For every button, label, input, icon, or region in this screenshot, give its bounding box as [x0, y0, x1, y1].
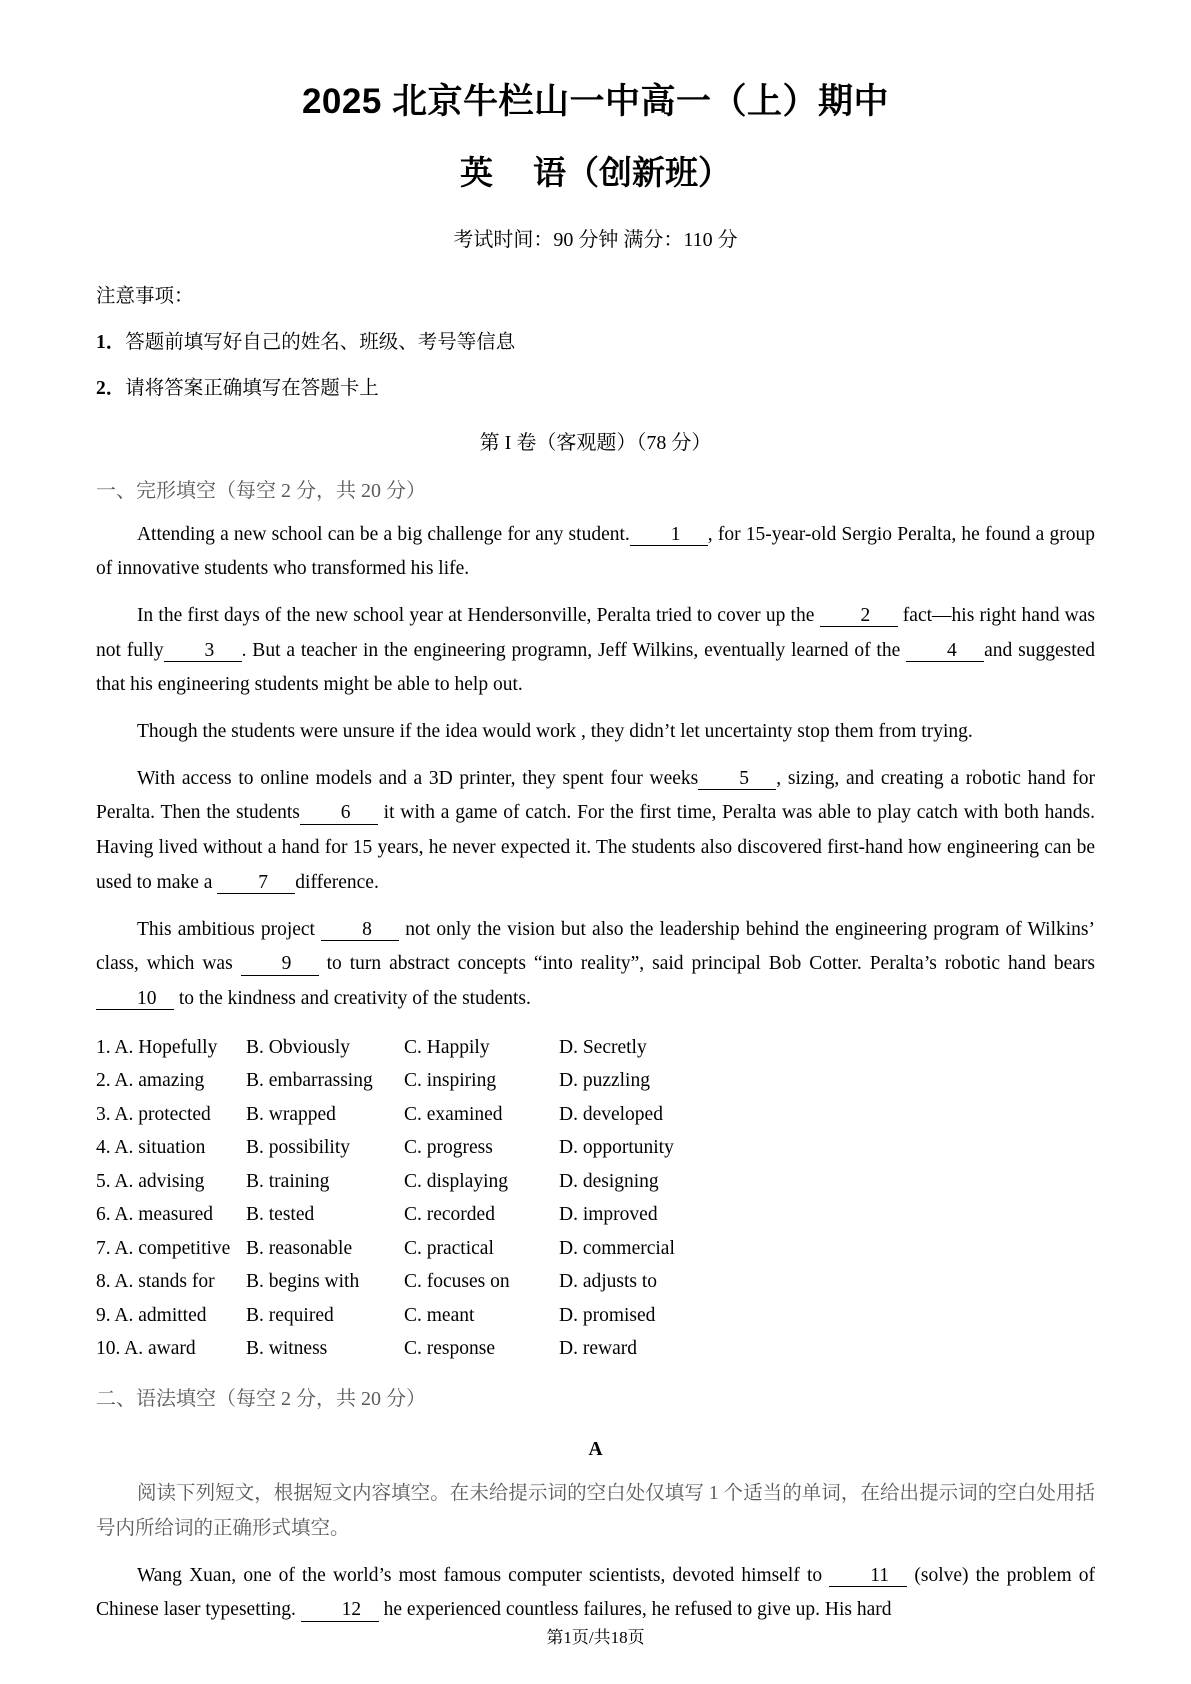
passage-text: , for 15-year-old Sergio Peralta, he found a group of innovative students who transformed his life.: [96, 523, 1095, 580]
notice-item: [96, 357, 1095, 403]
passage-paragraph: [96, 506, 1095, 587]
section-heading-grammar: 二、语法填空（每空 2 分，共 20 分）: [96, 1388, 426, 1410]
answer-blank[interactable]: 1: [630, 525, 708, 546]
cloze-options: [96, 1017, 1095, 1366]
passage-paragraph: [96, 901, 1095, 1017]
passage-text: , sizing, and creating a robotic hand for Peralta. Then the students: [96, 767, 1096, 824]
page-footer: 第1页/共18页: [546, 1628, 645, 1647]
option-d[interactable]: D. opportunity: [559, 1137, 674, 1159]
option-row: [96, 1064, 1095, 1098]
option-b[interactable]: B. begins with: [246, 1271, 360, 1293]
passage-text: Attending a new school can be a big challenge for any student.: [136, 523, 630, 545]
answer-blank[interactable]: 10: [96, 989, 174, 1010]
passage-text: . But a teacher in the engineering programn, Jeff Wilkins, eventually learned of the: [241, 639, 907, 661]
option-row: [96, 1265, 1095, 1299]
option-c[interactable]: C. progress: [404, 1137, 493, 1159]
option-a[interactable]: 6. A. measured: [96, 1204, 213, 1226]
option-c[interactable]: C. displaying: [404, 1170, 509, 1192]
grammar-instruction: 阅读下列短文，根据短文内容填空。在未给提示词的空白处仅填写 1 个适当的单词，在给出提示词的空白处用括号内所给词的正确形式填空。: [96, 1483, 1095, 1539]
option-row: [96, 1131, 1095, 1165]
option-row: [96, 1031, 1095, 1065]
passage-text: Wang Xuan, one of the world’s most famous computer scientists, devoted himself to: [136, 1564, 830, 1586]
notice-item: [96, 311, 1095, 357]
option-row: [96, 1165, 1095, 1199]
passage-text: to the kindness and creativity of the students.: [174, 987, 531, 1009]
exam-meta-text: 考试时间：90 分钟 满分：110 分: [453, 228, 738, 251]
option-row: [96, 1198, 1095, 1232]
passage-text: (solve) the problem of Chinese laser typesetting.: [96, 1564, 1096, 1621]
answer-blank[interactable]: 9: [241, 954, 319, 975]
option-d[interactable]: D. commercial: [559, 1237, 675, 1259]
answer-blank[interactable]: 4: [906, 641, 984, 662]
option-d[interactable]: D. promised: [559, 1304, 656, 1326]
passage-paragraph: [96, 750, 1095, 901]
notice-item-number: 1．: [96, 332, 126, 354]
answer-blank[interactable]: 5: [698, 769, 776, 790]
passage-paragraph: [96, 1547, 1095, 1628]
option-b[interactable]: B. tested: [246, 1204, 315, 1226]
passage-paragraph: [96, 703, 1095, 750]
notice-list: [96, 311, 1095, 404]
subject-left: 英: [460, 154, 493, 192]
answer-blank[interactable]: 11: [829, 1566, 907, 1587]
option-c[interactable]: C. focuses on: [404, 1271, 510, 1293]
paper-part-heading: 第 I 卷（客观题）（78 分）: [479, 431, 712, 454]
passage-text: With access to online models and a 3D printer, they spent four weeks: [136, 767, 699, 789]
option-row: [96, 1232, 1095, 1266]
option-b[interactable]: B. training: [246, 1170, 330, 1192]
option-a[interactable]: 8. A. stands for: [96, 1271, 215, 1293]
passage-text: difference.: [295, 871, 379, 893]
grammar-passage: [96, 1547, 1095, 1628]
passage-paragraph: [96, 587, 1095, 703]
option-row: [96, 1098, 1095, 1132]
option-a[interactable]: 1. A. Hopefully: [96, 1036, 218, 1058]
cloze-passage: [96, 506, 1095, 1017]
option-row: [96, 1332, 1095, 1366]
option-c[interactable]: C. Happily: [404, 1036, 490, 1058]
answer-blank[interactable]: 8: [321, 920, 399, 941]
answer-blank[interactable]: 2: [820, 606, 898, 627]
notice-item-text: 答题前填写好自己的姓名、班级、考号等信息: [125, 332, 516, 354]
passage-text: fact—his right hand was not fully: [96, 604, 1095, 661]
option-b[interactable]: B. embarrassing: [246, 1070, 373, 1092]
option-a[interactable]: 9. A. admitted: [96, 1304, 207, 1326]
exam-meta: [96, 196, 1095, 254]
option-c[interactable]: C. meant: [404, 1304, 475, 1326]
passage-text: to turn abstract concepts “into reality”, said principal Bob Cotter. Peralta’s robotic hand bears: [318, 953, 1096, 975]
answer-blank[interactable]: 12: [301, 1600, 379, 1621]
option-c[interactable]: C. examined: [404, 1103, 503, 1125]
option-a[interactable]: 10. A. award: [96, 1338, 196, 1360]
option-d[interactable]: D. puzzling: [559, 1070, 650, 1092]
answer-blank[interactable]: 6: [300, 803, 378, 824]
option-a[interactable]: 7. A. competitive: [96, 1237, 231, 1259]
option-d[interactable]: D. improved: [559, 1204, 658, 1226]
option-b[interactable]: B. possibility: [246, 1137, 351, 1159]
option-b[interactable]: B. witness: [246, 1338, 328, 1360]
notice-item-number: 2．: [96, 378, 126, 400]
notice-item-text: 请将答案正确填写在答题卡上: [125, 378, 379, 400]
option-b[interactable]: B. wrapped: [246, 1103, 336, 1125]
option-d[interactable]: D. reward: [559, 1338, 637, 1360]
option-d[interactable]: D. designing: [559, 1170, 659, 1192]
option-row: [96, 1299, 1095, 1333]
option-a[interactable]: 2. A. amazing: [96, 1070, 205, 1092]
passage-text: This ambitious project: [136, 918, 322, 940]
passage-text: he experienced countless failures, he refused to give up. His hard: [378, 1599, 892, 1621]
subject-right: 语（创新班）: [533, 154, 731, 192]
notice-title: 注意事项：: [96, 285, 194, 307]
option-c[interactable]: C. practical: [404, 1237, 494, 1259]
passage-text: In the first days of the new school year at Hendersonville, Peralta tried to cover up the: [136, 604, 820, 626]
option-b[interactable]: B. Obviously: [246, 1036, 351, 1058]
option-b[interactable]: B. reasonable: [246, 1237, 353, 1259]
option-b[interactable]: B. required: [246, 1304, 334, 1326]
option-d[interactable]: D. developed: [559, 1103, 663, 1125]
passage-text: and suggested that his engineering students might be able to help out.: [96, 639, 1096, 696]
option-c[interactable]: C. response: [404, 1338, 495, 1360]
answer-blank[interactable]: 7: [217, 873, 295, 894]
answer-blank[interactable]: 3: [164, 641, 242, 662]
option-c[interactable]: C. recorded: [404, 1204, 495, 1226]
option-d[interactable]: D. Secretly: [559, 1036, 647, 1058]
option-c[interactable]: C. inspiring: [404, 1070, 497, 1092]
page-subtitle: [96, 125, 1095, 196]
option-d[interactable]: D. adjusts to: [559, 1271, 658, 1293]
passage-text: not only the vision but also the leadership behind the engineering program of Wilkins’ class, which was: [96, 918, 1095, 975]
passage-text: Though the students were unsure if the idea would work , they didn’t let uncertainty stop them from trying.: [136, 721, 973, 743]
option-a[interactable]: 5. A. advising: [96, 1170, 205, 1192]
option-a[interactable]: 3. A. protected: [96, 1103, 211, 1125]
page-title: 2025 北京牛栏山一中高一（上）期中: [301, 82, 890, 121]
grammar-sub-label: A: [588, 1439, 603, 1460]
section-heading-cloze: 一、完形填空（每空 2 分，共 20 分）: [96, 479, 426, 502]
option-a[interactable]: 4. A. situation: [96, 1137, 206, 1159]
passage-text: it with a game of catch. For the first time, Peralta was able to play catch with both hands. Having lived without a hand for 15 years, he never expected it. The students also discovered first-hand how engineering can be used to make a: [96, 802, 1096, 893]
